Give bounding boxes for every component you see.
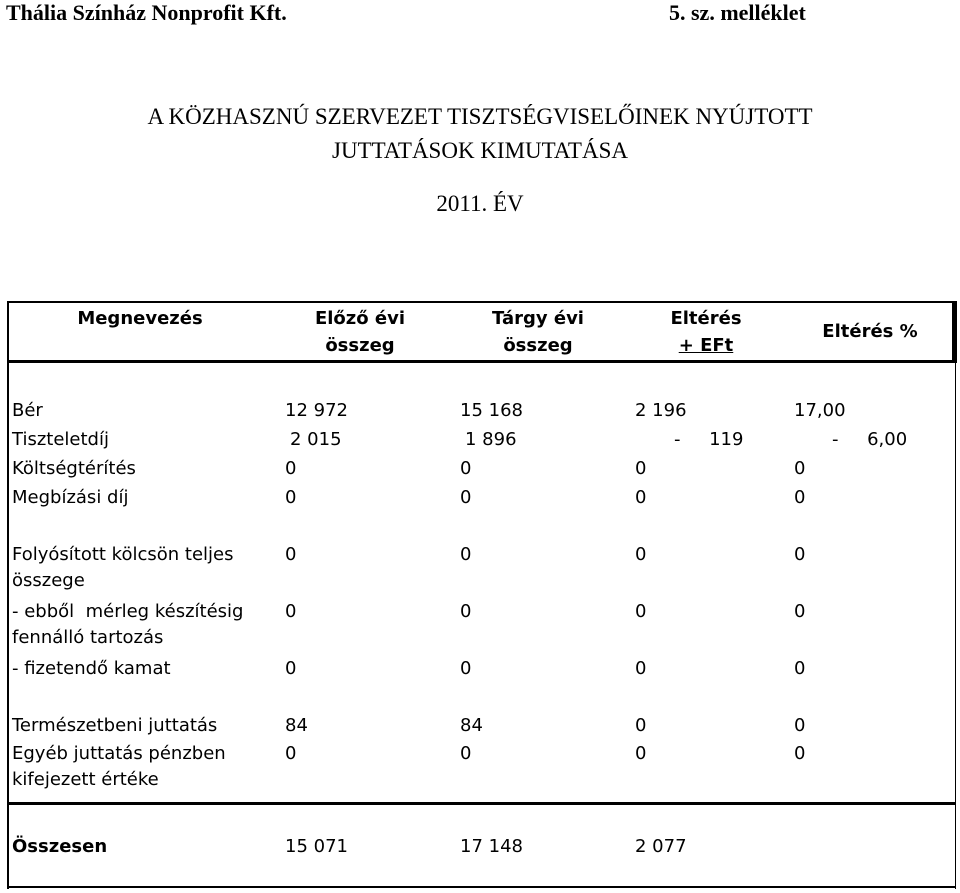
row-previous: 0 xyxy=(285,601,297,622)
row-name: Folyósított kölcsön teljes összege xyxy=(12,544,234,591)
row-name: Megbízási díj xyxy=(12,487,129,508)
column-header-difference-percent-text: Eltérés % xyxy=(822,321,918,342)
column-header-difference-percent xyxy=(810,318,930,345)
row-current: 0 xyxy=(460,487,472,508)
row-previous: 0 xyxy=(285,658,297,679)
row-difference-percent: 0 xyxy=(794,544,806,565)
document-title-line2: JUTTATÁSOK KIMUTATÁSA xyxy=(332,138,628,163)
column-header-difference-line1: Eltérés xyxy=(670,308,742,329)
column-header-name xyxy=(70,305,210,332)
row-name: Természetbeni juttatás xyxy=(12,715,218,736)
row-difference-percent: 0 xyxy=(794,601,806,622)
row-difference-percent: 0 xyxy=(794,658,806,679)
row-current: 84 xyxy=(460,715,483,736)
column-header-current-line2: összeg xyxy=(503,335,573,356)
row-name: - fizetendő kamat xyxy=(12,658,171,679)
table-bottom-border xyxy=(8,886,956,888)
column-header-difference-line2 xyxy=(646,332,766,359)
row-name: Összesen xyxy=(12,836,108,857)
row-difference: 0 xyxy=(635,458,647,479)
row-difference-percent: 0 xyxy=(794,487,806,508)
row-difference-percent: - 6,00 xyxy=(832,429,908,450)
column-header-previous xyxy=(300,305,420,359)
row-difference: - 119 xyxy=(674,429,744,450)
row-difference-percent: 0 xyxy=(794,743,806,764)
row-name: Bér xyxy=(12,400,43,421)
row-current: 0 xyxy=(460,544,472,565)
row-difference: 2 077 xyxy=(635,836,687,857)
column-header-difference xyxy=(646,305,766,359)
attachment-label: 5. sz. melléklet xyxy=(669,0,806,25)
row-difference: 2 196 xyxy=(635,400,687,421)
table-top-border xyxy=(8,301,956,303)
row-difference: 0 xyxy=(635,601,647,622)
row-previous: 84 xyxy=(285,715,308,736)
document-year: 2011. ÉV xyxy=(436,191,524,216)
column-header-previous-line1: Előző évi xyxy=(314,308,406,329)
row-previous: 0 xyxy=(285,458,297,479)
column-header-difference-line2-text: + EFt xyxy=(678,335,734,356)
row-name: Tiszteletdíj xyxy=(12,429,109,450)
row-current: 0 xyxy=(460,658,472,679)
table-right-border-lower xyxy=(955,363,956,889)
row-previous: 2 015 xyxy=(290,429,342,450)
row-difference: 0 xyxy=(635,544,647,565)
table-left-border xyxy=(7,301,9,889)
row-difference: 0 xyxy=(635,658,647,679)
row-current: 0 xyxy=(460,743,472,764)
row-difference-percent: 0 xyxy=(794,458,806,479)
row-name: Egyéb juttatás pénzben kifejezett értéke xyxy=(12,743,226,790)
column-header-previous-line2: összeg xyxy=(325,335,395,356)
row-difference: 0 xyxy=(635,743,647,764)
row-previous: 0 xyxy=(285,487,297,508)
column-header-name-text: Megnevezés xyxy=(77,308,203,329)
row-difference-percent: 17,00 xyxy=(794,400,846,421)
row-current: 0 xyxy=(460,601,472,622)
row-name: Költségtérítés xyxy=(12,458,136,479)
table-separator-row xyxy=(8,802,956,805)
document-title-line1: A KÖZHASZNÚ SZERVEZET TISZTSÉGVISELŐINEK NYÚJTOTT xyxy=(147,104,813,129)
row-name: - ebből mérleg készítésig fennálló tartozás xyxy=(12,601,250,648)
row-difference: 0 xyxy=(635,487,647,508)
table-header-bottom-border xyxy=(8,360,956,363)
row-current: 15 168 xyxy=(460,400,523,421)
row-previous: 0 xyxy=(285,544,297,565)
table-right-border xyxy=(952,301,957,363)
row-previous: 15 071 xyxy=(285,836,348,857)
column-header-current xyxy=(478,305,598,359)
row-current: 0 xyxy=(460,458,472,479)
column-header-current-line1: Tárgy évi xyxy=(492,308,584,329)
organization-name: Thália Színház Nonprofit Kft. xyxy=(6,0,287,25)
row-previous: 0 xyxy=(285,743,297,764)
row-difference: 0 xyxy=(635,715,647,736)
row-difference-percent: 0 xyxy=(794,715,806,736)
row-previous: 12 972 xyxy=(285,400,348,421)
row-current: 1 896 xyxy=(465,429,517,450)
row-current: 17 148 xyxy=(460,836,523,857)
